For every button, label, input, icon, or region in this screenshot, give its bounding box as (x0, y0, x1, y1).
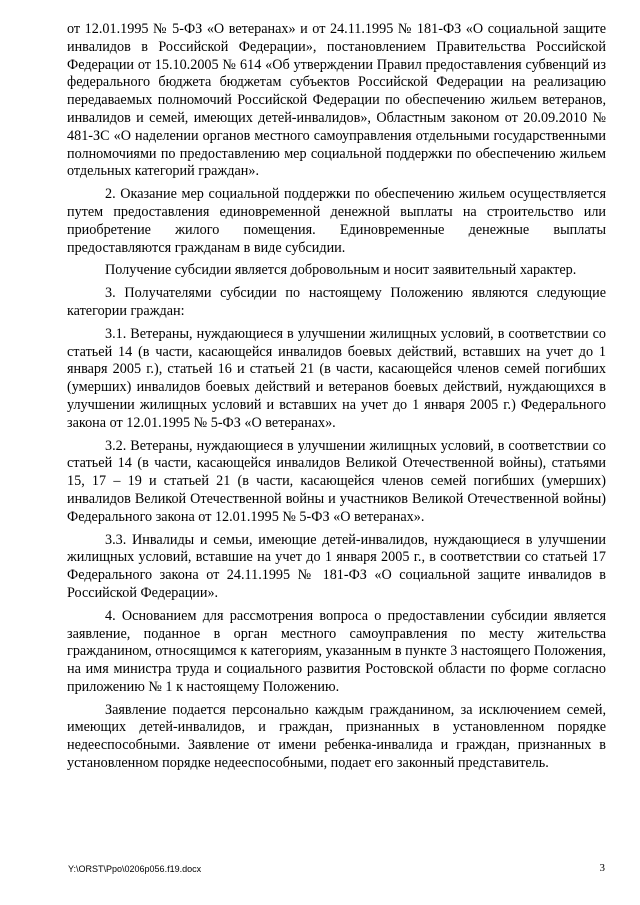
paragraph-item-4: 4. Основанием для рассмотрения вопроса о предоставлении субсидии является заявление, поданное в орган местного самоуправления по месту жительства гражданином, относящимся к категориям, указанным в пункте 3 настоящего Положения, на имя министра труда и социального развития Ростовской области по форме согласно приложению № 1 к настоящему Положению. (67, 607, 606, 695)
footer-file-path: Y:\ORST\Ppo\0206p056.f19.docx (68, 864, 202, 874)
paragraph-item-2: 2. Оказание мер социальной поддержки по обеспечению жильем осуществляется путем предоставления единовременной денежной выплаты на строительство или приобретение жилого помещения. Единовременные денежные выплаты предоставляются гражданам в виде субсидии. (67, 186, 606, 256)
paragraph-voluntary-nature: Получение субсидии является добровольным и носит заявительный характер. (105, 262, 577, 279)
paragraph-law-references: от 12.01.1995 № 5-ФЗ «О ветеранах» и от 24.11.1995 № 181-ФЗ «О социальной защите инвалидов в Российской Федерации», постановлением Правительства Российской Федерации от 15.10.2005 № 614 «Об утверждении Правил предоставления субвенций из федерального бюджета бюджетам субъектов Российской Федерации на реализацию передаваемых полномочий Российской Федерации по обеспечению жильем ветеранов, инвалидов и семей, имеющих детей-инвалидов», Областным законом от 20.09.2010 № 481-ЗС «О наделении органов местного самоуправления отдельными государственными полномочиями по предоставлению мер социальной поддержки по обеспечению жильем отдельных категорий граждан». (67, 21, 606, 180)
paragraph-application-submission: Заявление подается персонально каждым гражданином, за исключением семей, имеющих детей-инвалидов, и граждан, признанных в установленном порядке недееспособными. Заявление от имени ребенка-инвалида и граждан, признанных в установленном порядке недееспособными, подает его законный представитель. (67, 701, 606, 772)
document-body (67, 21, 606, 773)
page-number: 3 (599, 862, 605, 874)
paragraph-item-3: 3. Получателями субсидии по настоящему Положению являются следующие категории граждан: (67, 285, 606, 319)
paragraph-item-3-1: 3.1. Ветераны, нуждающиеся в улучшении жилищных условий, в соответствии со статьей 14 (в части, касающейся инвалидов боевых действий, вставших на учет до 1 января 2005 г.), статьей 16 и статьей 21 (в части, касающейся членов семей погибших (умерших) инвалидов боевых действий и ветеранов боевых действий, нуждающихся в улучшении жилищных условий и вставших на учет до 1 января 2005 г.) Федерального закона от 12.01.1995 № 5-ФЗ «О ветеранах». (67, 325, 606, 431)
paragraph-item-3-3: 3.3. Инвалиды и семьи, имеющие детей-инвалидов, нуждающиеся в улучшении жилищных условий, вставшие на учет до 1 января 2005 г., в соответствии со статьей 17 Федерального закона от 24.11.1995 № 181-ФЗ «О социальной защите инвалидов в Российской Федерации». (67, 531, 606, 601)
paragraph-item-3-2: 3.2. Ветераны, нуждающиеся в улучшении жилищных условий, в соответствии со статьей 14 (в части, касающейся инвалидов Великой Отечественной войны), статьями 15, 17 – 19 и статьей 21 (в части, касающейся членов семей погибших (умерших) инвалидов Великой Отечественной войны и участников Великой Отечественной войны) Федерального закона от 12.01.1995 № 5-ФЗ «О ветеранах». (67, 437, 606, 525)
